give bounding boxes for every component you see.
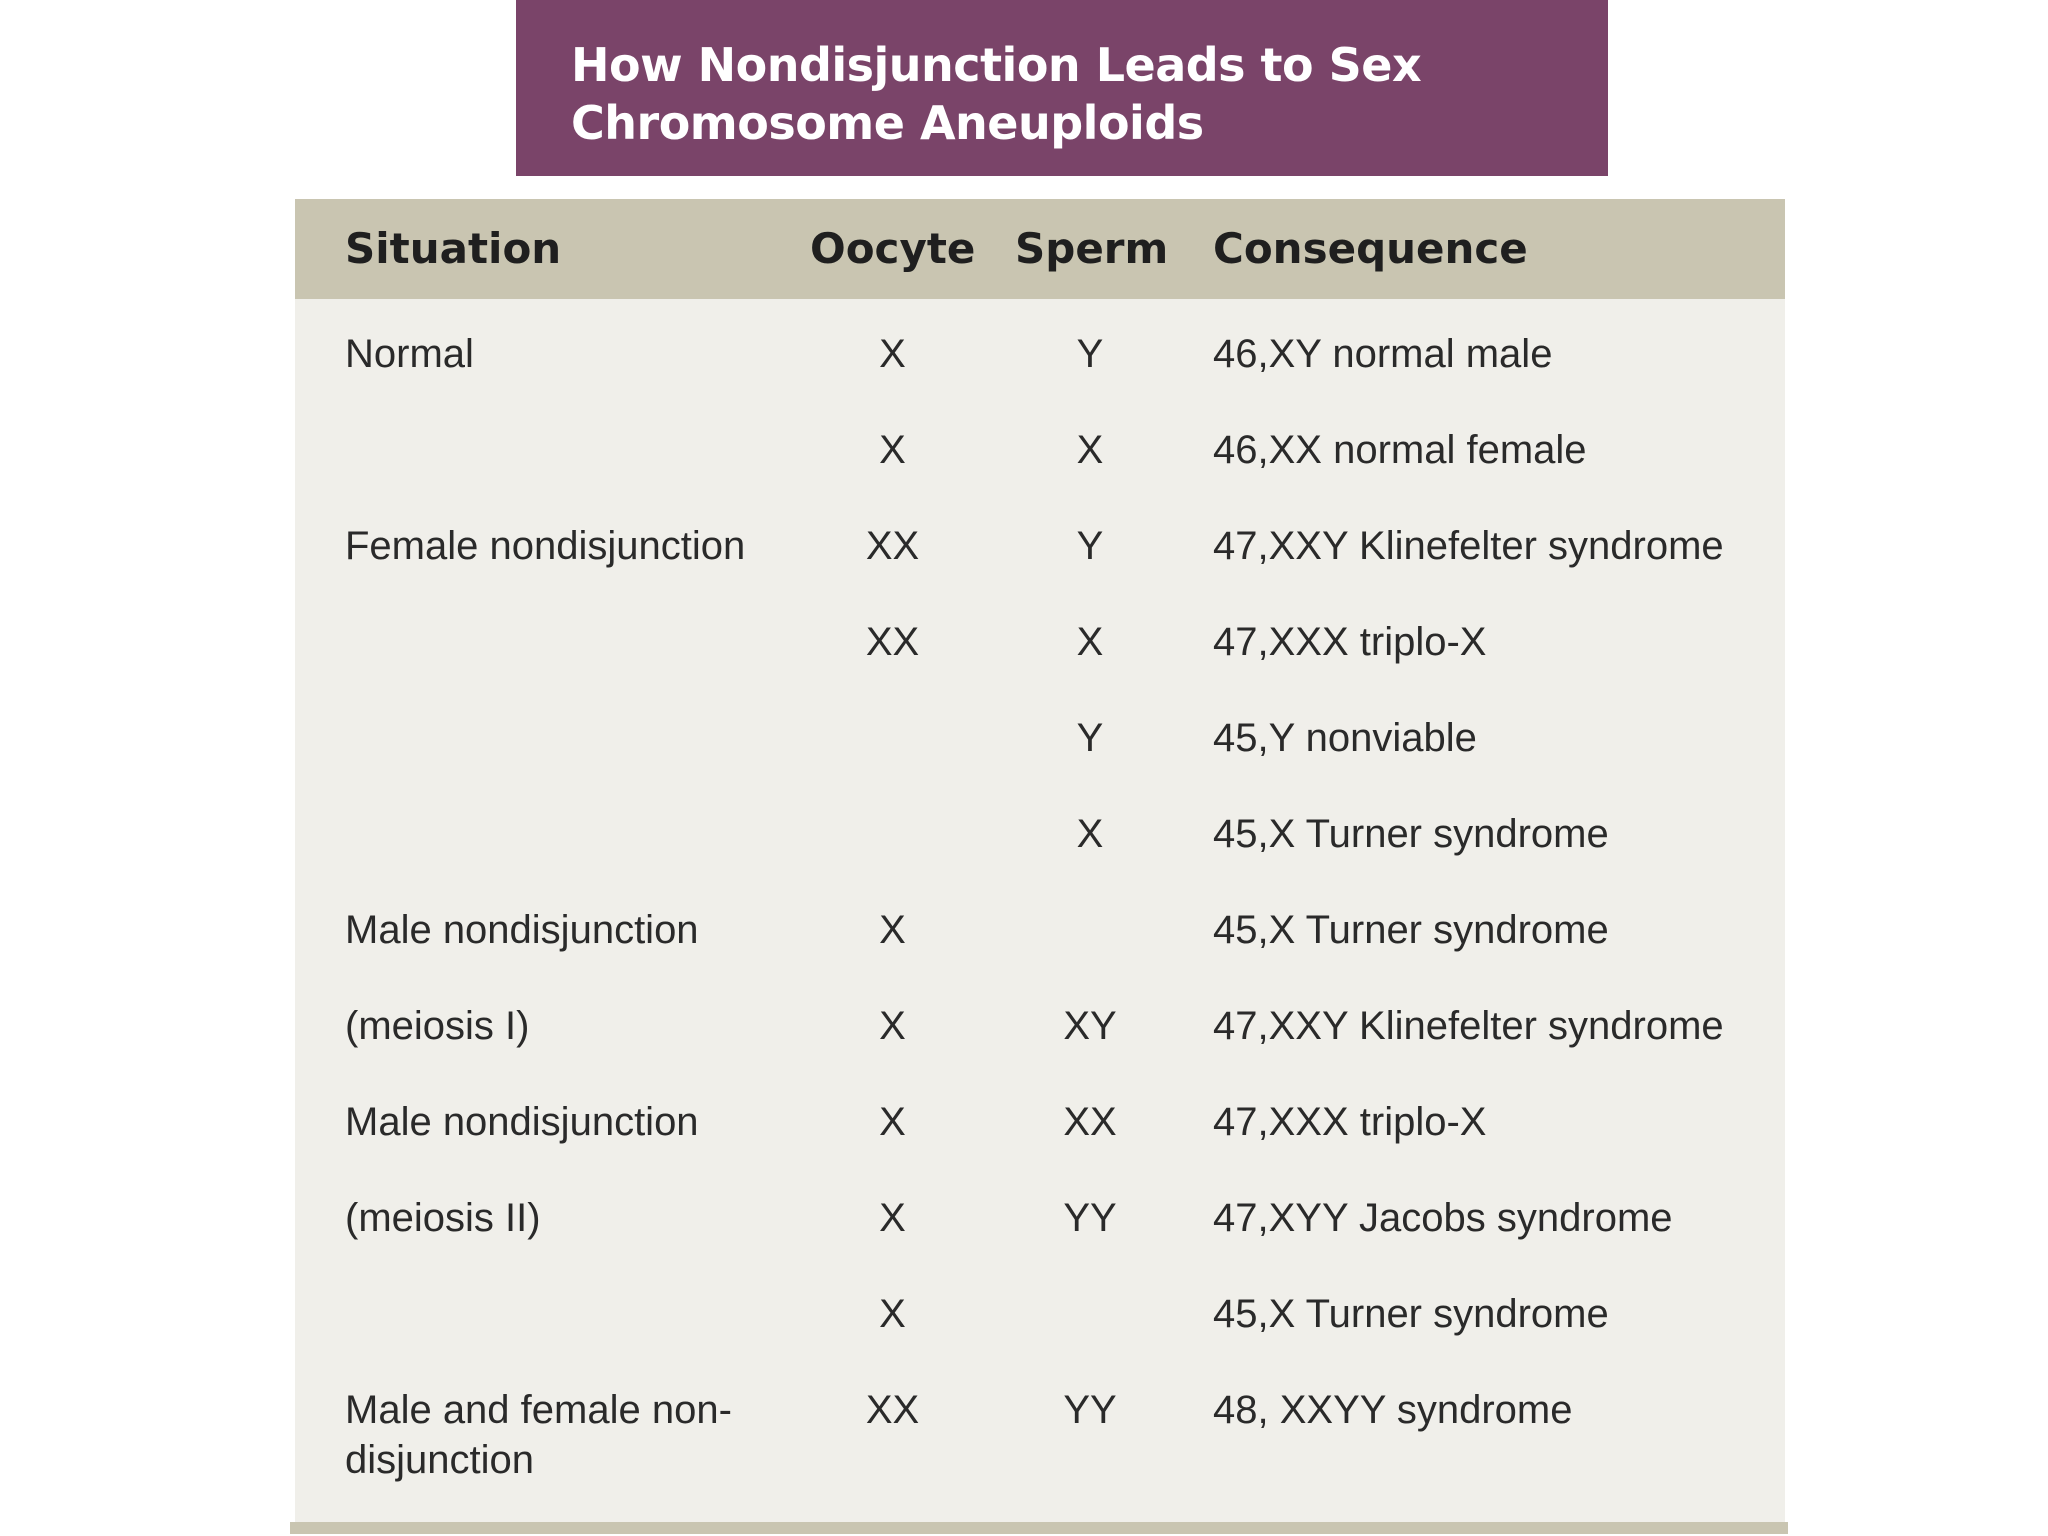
- oocyte-cell: XX: [865, 1388, 920, 1432]
- table-row: [295, 1385, 1785, 1495]
- sperm-cell: XY: [1063, 1004, 1117, 1048]
- table-bottom-rule: [290, 1522, 1788, 1534]
- consequence-cell: 46,XY normal male: [1213, 332, 1553, 376]
- sperm-cell: XX: [1063, 1100, 1117, 1144]
- table-header-row: [295, 199, 1785, 299]
- consequence-cell: 45,X Turner syndrome: [1213, 812, 1609, 856]
- sperm-cell: YY: [1063, 1196, 1117, 1240]
- oocyte-cell: X: [879, 908, 906, 952]
- title-banner: [516, 0, 1608, 176]
- consequence-cell: 47,XXX triplo-X: [1213, 620, 1487, 664]
- situation-cell: (meiosis II): [345, 1196, 541, 1240]
- title-line-2: Chromosome Aneuploids: [571, 96, 1204, 150]
- consequence-cell: 48, XXYY syndrome: [1213, 1388, 1573, 1432]
- consequence-cell: 47,XYY Jacobs syndrome: [1213, 1196, 1673, 1240]
- table-row: [295, 521, 1785, 616]
- oocyte-cell: X: [879, 428, 906, 472]
- oocyte-cell: XX: [865, 620, 920, 664]
- consequence-cell: 47,XXY Klinefelter syndrome: [1213, 524, 1724, 568]
- consequence-cell: 47,XXY Klinefelter syndrome: [1213, 1004, 1724, 1048]
- header-consequence: Consequence: [1213, 224, 1528, 273]
- table-row: [295, 1001, 1785, 1096]
- header-sperm: Sperm: [1015, 224, 1169, 273]
- consequence-cell: 45,Y nonviable: [1213, 716, 1477, 760]
- sperm-cell: YY: [1063, 1388, 1117, 1432]
- situation-cell: (meiosis I): [345, 1004, 530, 1048]
- table-row: [295, 425, 1785, 520]
- sperm-cell: Y: [1076, 716, 1104, 760]
- situation-cell: Male nondisjunction: [345, 1100, 699, 1144]
- oocyte-cell: X: [879, 332, 906, 376]
- table-row: [295, 617, 1785, 712]
- sperm-cell: Y: [1076, 524, 1104, 568]
- aneuploid-table: [295, 199, 1785, 1522]
- consequence-cell: 47,XXX triplo-X: [1213, 1100, 1487, 1144]
- oocyte-cell: X: [879, 1196, 906, 1240]
- oocyte-cell: X: [879, 1100, 906, 1144]
- table-row: [295, 1193, 1785, 1288]
- header-oocyte: Oocyte: [810, 224, 976, 273]
- title-line-1: How Nondisjunction Leads to Sex: [571, 38, 1422, 92]
- oocyte-cell: X: [879, 1292, 906, 1336]
- consequence-cell: 45,X Turner syndrome: [1213, 1292, 1609, 1336]
- consequence-cell: 46,XX normal female: [1213, 428, 1587, 472]
- oocyte-cell: XX: [865, 524, 920, 568]
- header-situation: Situation: [345, 224, 562, 273]
- sperm-cell: Y: [1076, 332, 1104, 376]
- table-row: [295, 713, 1785, 808]
- situation-cell: Male and female non-disjunction: [345, 1388, 732, 1482]
- table-row: [295, 329, 1785, 424]
- oocyte-cell: X: [879, 1004, 906, 1048]
- sperm-cell: X: [1076, 812, 1104, 856]
- consequence-cell: 45,X Turner syndrome: [1213, 908, 1609, 952]
- table-row: [295, 1289, 1785, 1384]
- situation-cell: Normal: [345, 332, 474, 376]
- table-row: [295, 1097, 1785, 1192]
- situation-cell: Female nondisjunction: [345, 524, 746, 568]
- sperm-cell: X: [1076, 620, 1104, 664]
- table-row: [295, 905, 1785, 1000]
- table-row: [295, 809, 1785, 904]
- sperm-cell: X: [1076, 428, 1104, 472]
- situation-cell: Male nondisjunction: [345, 908, 699, 952]
